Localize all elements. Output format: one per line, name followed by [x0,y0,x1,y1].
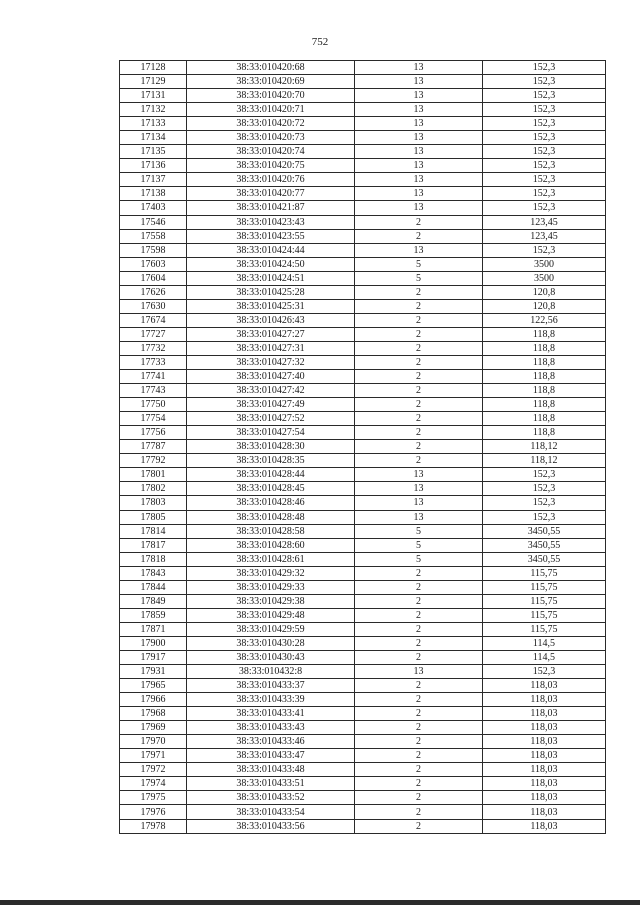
area-cell: 3500 [483,257,606,271]
row-id-cell: 17970 [120,735,187,749]
table-row [120,117,606,131]
code-cell: 13 [355,665,483,679]
area-cell: 118,8 [483,412,606,426]
table-row [120,257,606,271]
code-cell: 2 [355,819,483,833]
table-row [120,510,606,524]
table-row [120,566,606,580]
cadastral-number-cell: 38:33:010433:56 [187,819,355,833]
code-cell: 2 [355,636,483,650]
area-cell: 118,03 [483,805,606,819]
table-row [120,355,606,369]
table-row [120,524,606,538]
code-cell: 13 [355,496,483,510]
area-cell: 118,8 [483,384,606,398]
area-cell: 118,03 [483,749,606,763]
table-row [120,650,606,664]
code-cell: 2 [355,650,483,664]
cadastral-number-cell: 38:33:010420:77 [187,187,355,201]
area-cell: 118,03 [483,707,606,721]
cadastral-number-cell: 38:33:010433:43 [187,721,355,735]
table-row [120,131,606,145]
table-row [120,791,606,805]
row-id-cell: 17132 [120,103,187,117]
table-row [120,454,606,468]
row-id-cell: 17727 [120,327,187,341]
area-cell: 118,8 [483,398,606,412]
table-row [120,721,606,735]
code-cell: 2 [355,608,483,622]
cadastral-number-cell: 38:33:010428:61 [187,552,355,566]
area-cell: 152,3 [483,510,606,524]
cadastral-number-cell: 38:33:010427:31 [187,341,355,355]
row-id-cell: 17603 [120,257,187,271]
area-cell: 115,75 [483,580,606,594]
code-cell: 2 [355,398,483,412]
code-cell: 2 [355,735,483,749]
code-cell: 2 [355,215,483,229]
table-row [120,201,606,215]
code-cell: 2 [355,229,483,243]
row-id-cell: 17546 [120,215,187,229]
code-cell: 2 [355,707,483,721]
row-id-cell: 17787 [120,440,187,454]
cadastral-number-cell: 38:33:010429:48 [187,608,355,622]
table-row [120,580,606,594]
row-id-cell: 17630 [120,299,187,313]
table-row [120,159,606,173]
row-id-cell: 17732 [120,341,187,355]
cadastral-number-cell: 38:33:010433:48 [187,763,355,777]
area-cell: 118,03 [483,791,606,805]
cadastral-number-cell: 38:33:010420:76 [187,173,355,187]
code-cell: 13 [355,201,483,215]
cadastral-number-cell: 38:33:010428:48 [187,510,355,524]
code-cell: 2 [355,749,483,763]
code-cell: 2 [355,384,483,398]
row-id-cell: 17931 [120,665,187,679]
area-cell: 118,12 [483,454,606,468]
row-id-cell: 17741 [120,370,187,384]
row-id-cell: 17754 [120,412,187,426]
table-row [120,482,606,496]
area-cell: 114,5 [483,650,606,664]
cadastral-number-cell: 38:33:010428:35 [187,454,355,468]
row-id-cell: 17814 [120,524,187,538]
code-cell: 5 [355,538,483,552]
area-cell: 152,3 [483,103,606,117]
area-cell: 118,03 [483,735,606,749]
area-cell: 118,03 [483,777,606,791]
row-id-cell: 17871 [120,622,187,636]
cadastral-number-cell: 38:33:010433:52 [187,791,355,805]
table-row [120,440,606,454]
code-cell: 2 [355,426,483,440]
area-cell: 152,3 [483,496,606,510]
row-id-cell: 17129 [120,75,187,89]
cadastral-number-cell: 38:33:010420:72 [187,117,355,131]
area-cell: 152,3 [483,89,606,103]
area-cell: 114,5 [483,636,606,650]
area-cell: 152,3 [483,187,606,201]
code-cell: 2 [355,679,483,693]
code-cell: 2 [355,580,483,594]
area-cell: 152,3 [483,243,606,257]
cadastral-number-cell: 38:33:010420:70 [187,89,355,103]
row-id-cell: 17598 [120,243,187,257]
area-cell: 118,03 [483,763,606,777]
cadastral-number-cell: 38:33:010420:74 [187,145,355,159]
table-row [120,707,606,721]
table-row [120,243,606,257]
row-id-cell: 17792 [120,454,187,468]
code-cell: 5 [355,524,483,538]
code-cell: 2 [355,594,483,608]
table-row [120,187,606,201]
code-cell: 2 [355,412,483,426]
table-row [120,819,606,833]
cadastral-number-cell: 38:33:010425:31 [187,299,355,313]
area-cell: 118,03 [483,693,606,707]
table-row [120,299,606,313]
row-id-cell: 17972 [120,763,187,777]
table-row [120,636,606,650]
row-id-cell: 17817 [120,538,187,552]
row-id-cell: 17965 [120,679,187,693]
cadastral-number-cell: 38:33:010428:30 [187,440,355,454]
code-cell: 2 [355,327,483,341]
table-row [120,341,606,355]
code-cell: 2 [355,791,483,805]
row-id-cell: 17803 [120,496,187,510]
table-row [120,622,606,636]
code-cell: 2 [355,805,483,819]
area-cell: 3450,55 [483,538,606,552]
table-row [120,370,606,384]
cadastral-number-cell: 38:33:010427:54 [187,426,355,440]
area-cell: 118,8 [483,355,606,369]
row-id-cell: 17969 [120,721,187,735]
cadastral-number-cell: 38:33:010421:87 [187,201,355,215]
code-cell: 13 [355,131,483,145]
code-cell: 2 [355,693,483,707]
table-row [120,61,606,75]
area-cell: 3450,55 [483,524,606,538]
cadastral-number-cell: 38:33:010433:39 [187,693,355,707]
cadastral-number-cell: 38:33:010428:44 [187,468,355,482]
cadastral-number-cell: 38:33:010433:41 [187,707,355,721]
table-row [120,313,606,327]
table-row [120,496,606,510]
table-row [120,594,606,608]
cadastral-number-cell: 38:33:010425:28 [187,285,355,299]
area-cell: 118,03 [483,819,606,833]
table-row [120,103,606,117]
cadastral-number-cell: 38:33:010433:37 [187,679,355,693]
cadastral-number-cell: 38:33:010430:28 [187,636,355,650]
table-row [120,75,606,89]
table-row [120,327,606,341]
code-cell: 13 [355,510,483,524]
row-id-cell: 17133 [120,117,187,131]
cadastral-number-cell: 38:33:010426:43 [187,313,355,327]
row-id-cell: 17844 [120,580,187,594]
area-cell: 118,8 [483,370,606,384]
row-id-cell: 17403 [120,201,187,215]
cadastral-number-cell: 38:33:010433:47 [187,749,355,763]
registry-table [119,60,606,834]
cadastral-number-cell: 38:33:010430:43 [187,650,355,664]
table-row [120,805,606,819]
row-id-cell: 17968 [120,707,187,721]
row-id-cell: 17805 [120,510,187,524]
code-cell: 13 [355,243,483,257]
row-id-cell: 17818 [120,552,187,566]
cadastral-number-cell: 38:33:010433:54 [187,805,355,819]
cadastral-number-cell: 38:33:010428:58 [187,524,355,538]
area-cell: 152,3 [483,468,606,482]
cadastral-number-cell: 38:33:010427:32 [187,355,355,369]
area-cell: 115,75 [483,566,606,580]
area-cell: 3450,55 [483,552,606,566]
code-cell: 5 [355,257,483,271]
cadastral-number-cell: 38:33:010424:51 [187,271,355,285]
row-id-cell: 17626 [120,285,187,299]
code-cell: 2 [355,566,483,580]
area-cell: 118,8 [483,341,606,355]
row-id-cell: 17128 [120,61,187,75]
cadastral-number-cell: 38:33:010420:71 [187,103,355,117]
area-cell: 3500 [483,271,606,285]
table-row [120,679,606,693]
area-cell: 118,12 [483,440,606,454]
cadastral-number-cell: 38:33:010420:69 [187,75,355,89]
area-cell: 118,8 [483,426,606,440]
cadastral-number-cell: 38:33:010433:51 [187,777,355,791]
code-cell: 13 [355,61,483,75]
code-cell: 13 [355,75,483,89]
row-id-cell: 17975 [120,791,187,805]
area-cell: 152,3 [483,173,606,187]
table-row [120,173,606,187]
cadastral-number-cell: 38:33:010424:44 [187,243,355,257]
code-cell: 13 [355,89,483,103]
area-cell: 115,75 [483,594,606,608]
code-cell: 2 [355,763,483,777]
code-cell: 2 [355,355,483,369]
code-cell: 13 [355,173,483,187]
row-id-cell: 17138 [120,187,187,201]
row-id-cell: 17604 [120,271,187,285]
cadastral-number-cell: 38:33:010420:73 [187,131,355,145]
row-id-cell: 17802 [120,482,187,496]
row-id-cell: 17134 [120,131,187,145]
row-id-cell: 17558 [120,229,187,243]
area-cell: 123,45 [483,215,606,229]
row-id-cell: 17971 [120,749,187,763]
table-row [120,763,606,777]
area-cell: 152,3 [483,159,606,173]
area-cell: 152,3 [483,201,606,215]
registry-table-body [120,61,606,834]
area-cell: 152,3 [483,145,606,159]
code-cell: 2 [355,454,483,468]
scan-edge [0,900,640,905]
code-cell: 2 [355,777,483,791]
cadastral-number-cell: 38:33:010428:45 [187,482,355,496]
cadastral-number-cell: 38:33:010420:75 [187,159,355,173]
cadastral-number-cell: 38:33:010432:8 [187,665,355,679]
code-cell: 2 [355,622,483,636]
code-cell: 2 [355,285,483,299]
table-row [120,777,606,791]
area-cell: 152,3 [483,75,606,89]
area-cell: 123,45 [483,229,606,243]
area-cell: 115,75 [483,622,606,636]
cadastral-number-cell: 38:33:010420:68 [187,61,355,75]
row-id-cell: 17974 [120,777,187,791]
table-row [120,89,606,103]
table-row [120,608,606,622]
table-row [120,749,606,763]
area-cell: 118,03 [483,679,606,693]
cadastral-number-cell: 38:33:010429:33 [187,580,355,594]
area-cell: 152,3 [483,131,606,145]
area-cell: 118,8 [483,327,606,341]
table-row [120,215,606,229]
area-cell: 120,8 [483,285,606,299]
code-cell: 13 [355,145,483,159]
code-cell: 2 [355,313,483,327]
table-row [120,665,606,679]
row-id-cell: 17978 [120,819,187,833]
table-row [120,229,606,243]
cadastral-number-cell: 38:33:010427:27 [187,327,355,341]
area-cell: 122,56 [483,313,606,327]
area-cell: 152,3 [483,61,606,75]
row-id-cell: 17743 [120,384,187,398]
code-cell: 2 [355,370,483,384]
row-id-cell: 17750 [120,398,187,412]
table-row [120,735,606,749]
row-id-cell: 17801 [120,468,187,482]
row-id-cell: 17137 [120,173,187,187]
code-cell: 13 [355,482,483,496]
row-id-cell: 17859 [120,608,187,622]
table-row [120,693,606,707]
row-id-cell: 17733 [120,355,187,369]
row-id-cell: 17966 [120,693,187,707]
row-id-cell: 17849 [120,594,187,608]
cadastral-number-cell: 38:33:010429:32 [187,566,355,580]
row-id-cell: 17976 [120,805,187,819]
table-row [120,426,606,440]
cadastral-number-cell: 38:33:010424:50 [187,257,355,271]
area-cell: 115,75 [483,608,606,622]
cadastral-number-cell: 38:33:010423:55 [187,229,355,243]
row-id-cell: 17756 [120,426,187,440]
row-id-cell: 17136 [120,159,187,173]
cadastral-number-cell: 38:33:010427:42 [187,384,355,398]
row-id-cell: 17674 [120,313,187,327]
row-id-cell: 17843 [120,566,187,580]
code-cell: 5 [355,271,483,285]
row-id-cell: 17135 [120,145,187,159]
code-cell: 2 [355,341,483,355]
area-cell: 152,3 [483,482,606,496]
table-row [120,398,606,412]
code-cell: 13 [355,187,483,201]
area-cell: 152,3 [483,117,606,131]
code-cell: 2 [355,440,483,454]
area-cell: 120,8 [483,299,606,313]
table-row [120,552,606,566]
cadastral-number-cell: 38:33:010433:46 [187,735,355,749]
row-id-cell: 17917 [120,650,187,664]
cadastral-number-cell: 38:33:010429:38 [187,594,355,608]
table-row [120,285,606,299]
cadastral-number-cell: 38:33:010427:52 [187,412,355,426]
cadastral-number-cell: 38:33:010428:46 [187,496,355,510]
row-id-cell: 17900 [120,636,187,650]
code-cell: 13 [355,117,483,131]
code-cell: 2 [355,721,483,735]
cadastral-number-cell: 38:33:010427:40 [187,370,355,384]
table-row [120,384,606,398]
code-cell: 2 [355,299,483,313]
area-cell: 152,3 [483,665,606,679]
code-cell: 13 [355,159,483,173]
table-row [120,468,606,482]
code-cell: 5 [355,552,483,566]
cadastral-number-cell: 38:33:010428:60 [187,538,355,552]
code-cell: 13 [355,468,483,482]
area-cell: 118,03 [483,721,606,735]
table-row [120,145,606,159]
code-cell: 13 [355,103,483,117]
table-row [120,538,606,552]
cadastral-number-cell: 38:33:010427:49 [187,398,355,412]
cadastral-number-cell: 38:33:010429:59 [187,622,355,636]
table-row [120,271,606,285]
cadastral-number-cell: 38:33:010423:43 [187,215,355,229]
page-number: 752 [311,36,329,48]
row-id-cell: 17131 [120,89,187,103]
table-row [120,412,606,426]
